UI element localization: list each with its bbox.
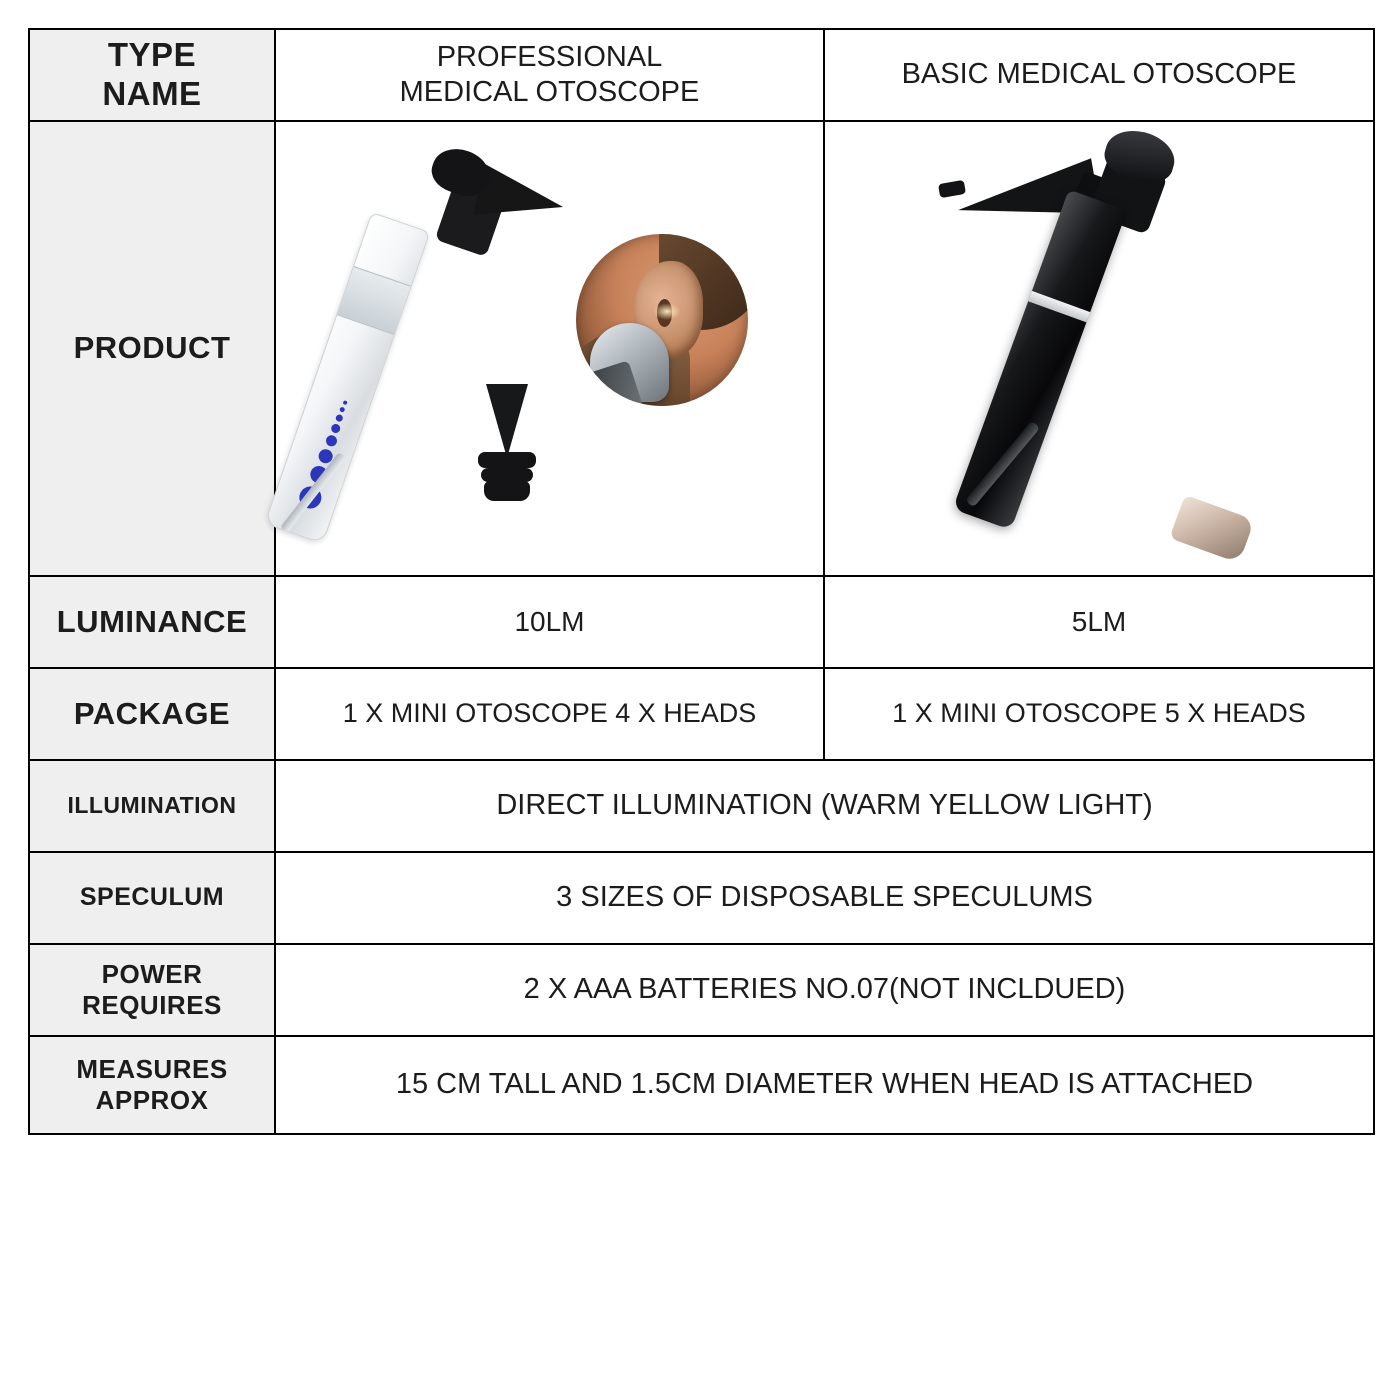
cell-power-requires-value: 2 X AAA BATTERIES NO.07(NOT INCLDUED): [275, 944, 1374, 1036]
cell-illumination-value: DIRECT ILLUMINATION (WARM YELLOW LIGHT): [275, 760, 1374, 852]
measures-label-line-2: APPROX: [95, 1084, 209, 1115]
warm-light-glow: [653, 303, 681, 320]
row-label-luminance: LUMINANCE: [29, 576, 275, 668]
black-otoscope-chrome-ring: [1028, 291, 1090, 323]
cell-product-col2: [824, 121, 1374, 576]
table-row-illumination: [29, 760, 1374, 852]
type-name-col1-line-2: MEDICAL OTOSCOPE: [399, 75, 700, 108]
row-label-type-name: [29, 29, 275, 121]
row-label-line-1: TYPE: [107, 36, 197, 73]
table-row-package: [29, 668, 1374, 760]
row-label-illumination: ILLUMINATION: [29, 760, 275, 852]
row-label-package: PACKAGE: [29, 668, 275, 760]
row-label-speculum: SPECULUM: [29, 852, 275, 944]
product-image-basic-otoscope: [825, 122, 1373, 575]
cell-speculum-value: 3 SIZES OF DISPOSABLE SPECULUMS: [275, 852, 1374, 944]
type-name-col1-line-1: PROFESSIONAL: [436, 40, 663, 73]
power-label-line-1: POWER: [101, 958, 203, 989]
black-otoscope-pocket-clip: [965, 421, 1040, 508]
cell-product-col1: [275, 121, 824, 576]
specification-table: [28, 28, 1375, 1135]
table-row-luminance: [29, 576, 1374, 668]
cell-type-name-col2: BASIC MEDICAL OTOSCOPE: [824, 29, 1374, 121]
power-label-line-2: REQUIRES: [82, 989, 222, 1020]
row-label-power-requires: [29, 944, 275, 1036]
black-otoscope-end-cap: [1169, 495, 1254, 564]
loose-speculum-illustration: [472, 384, 582, 514]
speculum-ring-2: [481, 468, 533, 482]
row-label-product: PRODUCT: [29, 121, 275, 576]
row-label-line-2: NAME: [102, 74, 202, 112]
measures-label-line-1: MEASURES: [76, 1053, 228, 1084]
table-row-speculum: [29, 852, 1374, 944]
cell-luminance-col1: 10LM: [275, 576, 824, 668]
otoscope-dot-pattern: [282, 360, 372, 516]
black-otoscope-illustration: [891, 134, 1351, 564]
table-row-product: [29, 121, 1374, 576]
cell-package-col1: 1 X MINI OTOSCOPE 4 X HEADS: [275, 668, 824, 760]
cell-package-col2: 1 X MINI OTOSCOPE 5 X HEADS: [824, 668, 1374, 760]
cell-measures-approx-value: 15 CM TALL AND 1.5CM DIAMETER WHEN HEAD IS ATTACHED: [275, 1036, 1374, 1134]
otoscope-body: [264, 212, 430, 544]
cell-luminance-col2: 5LM: [824, 576, 1374, 668]
speculum-ring-3: [484, 481, 530, 501]
cell-type-name-col1: [275, 29, 824, 121]
table-row-power-requires: [29, 944, 1374, 1036]
table-row-measures-approx: [29, 1036, 1374, 1134]
black-otoscope-body: [953, 189, 1128, 530]
speculum-ring-1: [478, 452, 536, 468]
ear-examination-photo-inset: [576, 234, 748, 406]
otoscope-window: [337, 266, 411, 335]
speculum-cone: [486, 384, 528, 458]
product-image-professional-otoscope: [276, 122, 823, 575]
table-row-type-name: [29, 29, 1374, 121]
row-label-measures-approx: [29, 1036, 275, 1134]
